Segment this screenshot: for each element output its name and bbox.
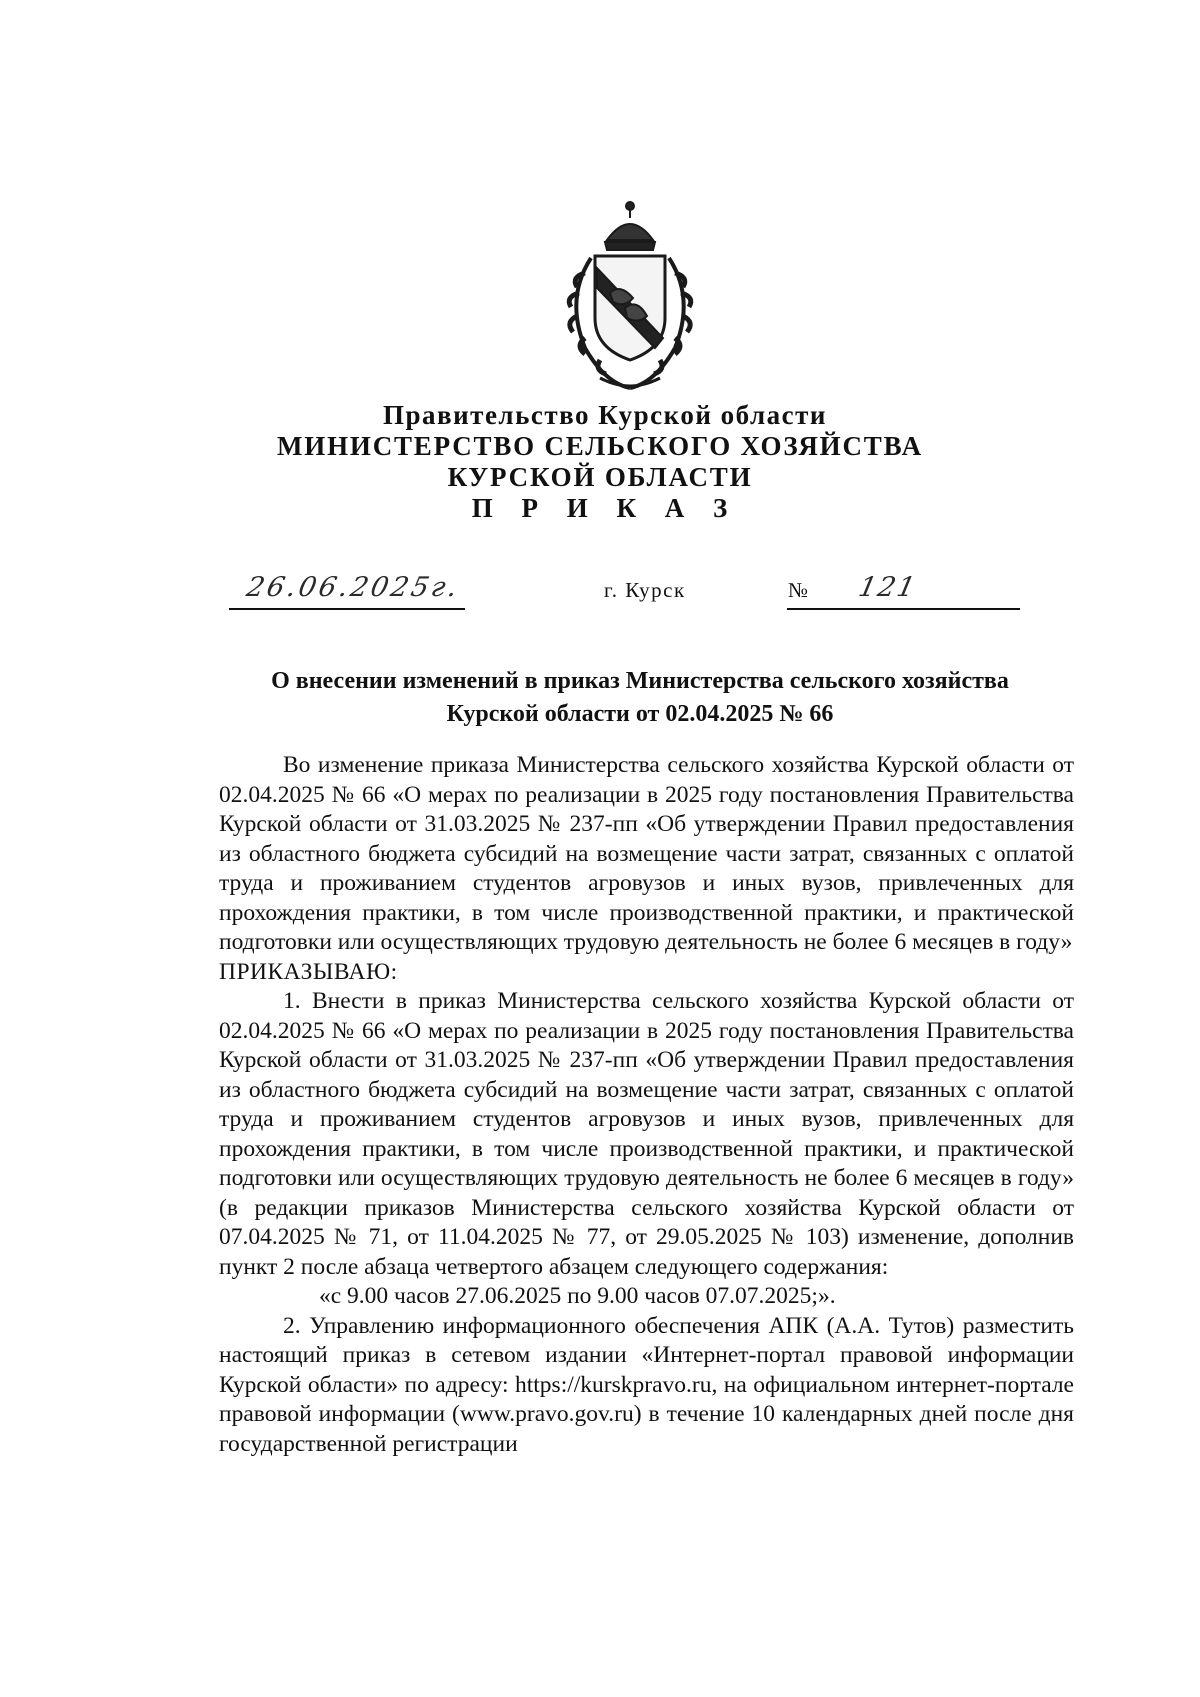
document-body [219,751,1074,1459]
decree-word: ПРИКАЗЫВАЮ: [219,958,398,985]
kursk-coat-of-arms-emblem [555,198,705,394]
intro-paragraph: Во изменение приказа Министерства сельского хозяйства Курской области от 02.04.2025 № 66 «О мерах по реализации в 2025 году постановления Правительства Курской области от 31.03.2025 № 237-пп «Об утверждении Правил предоставления из областного бюджета субсидий на возмещение части затрат, связанных с оплатой труда и проживанием студентов агровузов и иных вузов, привлеченных для прохождения практики, в том числе производственной практики, и практической подготовки или осуществляющих трудовую деятельность не более 6 месяцев в году» [219,752,1074,955]
date-field [229,572,465,610]
item-1-paragraph: 1. Внести в приказ Министерства сельского хозяйства Курской области от 02.04.2025 № 66 «О мерах по реализации в 2025 году постановления Правительства Курской области от 31.03.2025 № 237-пп «Об утверждении Правил предоставления из областного бюджета субсидий на возмещение части затрат, связанных с оплатой труда и проживанием студентов агровузов и иных вузов, привлеченных для прохождения практики, в том числе производственной практики, и практической подготовки или осуществляющих трудовую деятельность не более 6 месяцев в году» (в редакции приказов Министерства сельского хозяйства Курской области от 07.04.2025 № 71, от 11.04.2025 № 77, от 29.05.2025 № 103) изменение, дополнив пункт 2 после абзаца четвертого абзацем следующего содержания: [219,988,1074,1280]
city-label: г. Курск [604,578,686,602]
document-type: П Р И К А З [471,493,739,523]
handwritten-date: 26.06.2025г. [243,572,464,603]
item-2-paragraph: 2. Управлению информационного обеспечения АПК (А.А. Тутов) разместить настоящий приказ в сетевом издании «Интернет-портал правовой информации Курской области» по адресу: https://kurskpravo.ru, на официальном интернет-портале правовой информации (www.pravo.gov.ru) в течение 10 календарных дней после дня государственной регистрации [219,1312,1074,1457]
title-line-2: Курской области от 02.04.2025 № 66 [446,701,834,727]
item-1-quote: «с 9.00 часов 27.06.2025 по 9.00 часов 07.07.2025;». [319,1283,836,1309]
document-meta-row [0,570,1200,618]
handwritten-number: 121 [855,572,920,603]
number-field [787,572,1020,610]
number-label: № [788,578,809,602]
document-header [0,400,1200,524]
document-title [210,665,1070,731]
government-name: Правительство Курской области [383,400,827,430]
title-line-1: О внесении изменений в приказ Министерства сельского хозяйства [271,668,1009,694]
ministry-name-line2: КУРСКОЙ ОБЛАСТИ [447,462,753,492]
ministry-name-line1: МИНИСТЕРСТВО СЕЛЬСКОГО ХОЗЯЙСТВА [277,431,923,461]
